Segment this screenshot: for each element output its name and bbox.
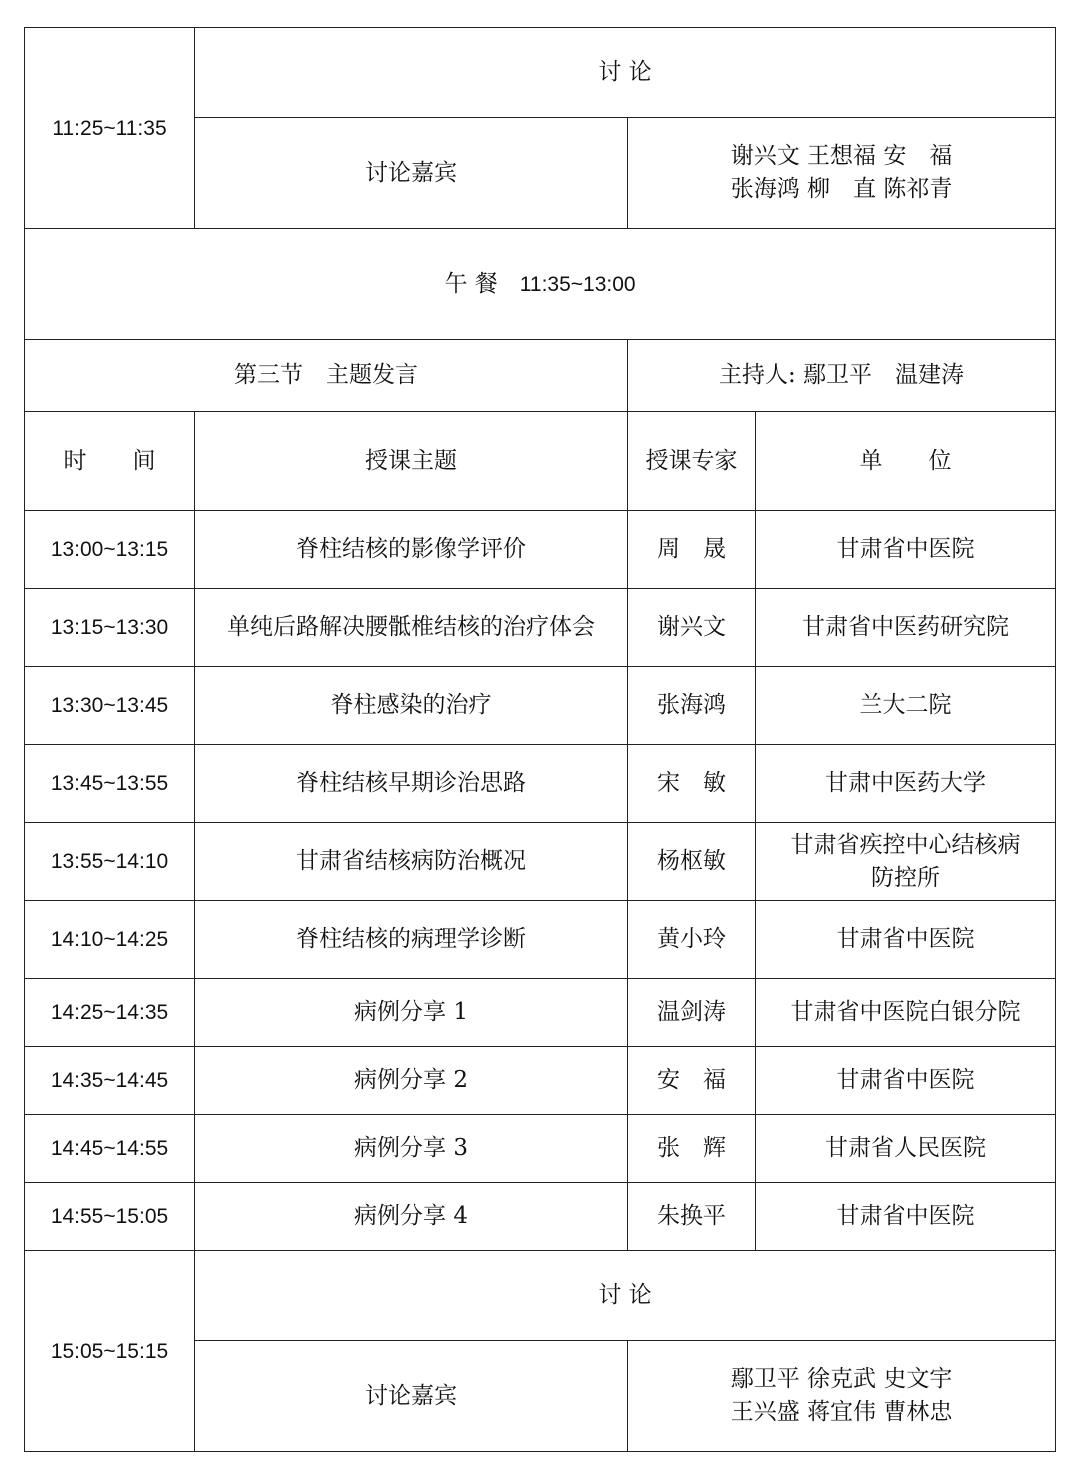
row-time: 13:15~13:30	[25, 589, 195, 667]
table-row	[25, 979, 1056, 1047]
row-topic: 甘肃省结核病防治概况	[195, 823, 628, 901]
lunch-cell	[25, 229, 1056, 340]
row-unit: 甘肃省中医院	[756, 511, 1056, 589]
row-unit-line2: 防控所	[871, 864, 941, 891]
row-topic: 病例分享 3	[195, 1115, 628, 1183]
row-expert: 张 辉	[628, 1115, 756, 1183]
row-expert: 安 福	[628, 1047, 756, 1115]
discussion-1-time: 11:25~11:35	[25, 28, 195, 229]
header-expert: 授课专家	[628, 412, 756, 511]
row-time: 14:55~15:05	[25, 1183, 195, 1251]
row-topic: 单纯后路解决腰骶椎结核的治疗体会	[195, 589, 628, 667]
table-row	[25, 823, 1056, 901]
header-topic: 授课主题	[195, 412, 628, 511]
row-unit	[756, 823, 1056, 901]
table-row	[25, 1115, 1056, 1183]
discussion-1-title-row	[25, 28, 1056, 118]
row-expert: 张海鸿	[628, 667, 756, 745]
discussion-1-title: 讨 论	[195, 28, 1056, 118]
table-row	[25, 1047, 1056, 1115]
table-row	[25, 667, 1056, 745]
header-unit: 单 位	[756, 412, 1056, 511]
row-expert: 黄小玲	[628, 901, 756, 979]
row-unit: 兰大二院	[756, 667, 1056, 745]
discussion-2-time: 15:05~15:15	[25, 1251, 195, 1452]
table-row	[25, 589, 1056, 667]
header-time: 时 间	[25, 412, 195, 511]
discussion-2-title: 讨 论	[195, 1251, 1056, 1341]
section-3-row	[25, 340, 1056, 412]
row-unit: 甘肃中医药大学	[756, 745, 1056, 823]
row-unit: 甘肃省中医院	[756, 901, 1056, 979]
discussion-1-guests-label: 讨论嘉宾	[195, 118, 628, 229]
row-expert: 谢兴文	[628, 589, 756, 667]
row-expert: 宋 敏	[628, 745, 756, 823]
row-time: 14:35~14:45	[25, 1047, 195, 1115]
discussion-1-guests-line2: 张海鸿 柳 直 陈祁青	[730, 176, 953, 202]
row-unit: 甘肃省中医院白银分院	[756, 979, 1056, 1047]
row-expert: 杨枢敏	[628, 823, 756, 901]
discussion-1-guests-line1: 谢兴文 王想福 安 福	[730, 143, 953, 169]
row-unit: 甘肃省人民医院	[756, 1115, 1056, 1183]
row-time: 14:10~14:25	[25, 901, 195, 979]
row-topic: 病例分享 1	[195, 979, 628, 1047]
row-unit: 甘肃省中医药研究院	[756, 589, 1056, 667]
discussion-2-guests-label: 讨论嘉宾	[195, 1341, 628, 1452]
row-time: 14:25~14:35	[25, 979, 195, 1047]
row-time: 13:45~13:55	[25, 745, 195, 823]
lunch-label: 午 餐	[444, 270, 498, 297]
row-topic: 脊柱结核的病理学诊断	[195, 901, 628, 979]
lunch-row	[25, 229, 1056, 340]
discussion-2-guests-line1: 鄢卫平 徐克武 史文宇	[730, 1366, 953, 1392]
row-unit: 甘肃省中医院	[756, 1047, 1056, 1115]
table-row	[25, 901, 1056, 979]
discussion-2-title-row	[25, 1251, 1056, 1341]
column-header-row	[25, 412, 1056, 511]
row-topic: 病例分享 4	[195, 1183, 628, 1251]
discussion-1-guests	[628, 118, 1056, 229]
row-time: 14:45~14:55	[25, 1115, 195, 1183]
row-unit-line1: 甘肃省疾控中心结核病	[790, 831, 1021, 858]
row-expert: 朱换平	[628, 1183, 756, 1251]
table-row	[25, 1183, 1056, 1251]
discussion-2-guests	[628, 1341, 1056, 1452]
row-time: 13:55~14:10	[25, 823, 195, 901]
row-time: 13:30~13:45	[25, 667, 195, 745]
table-row	[25, 511, 1056, 589]
discussion-2-guests-line2: 王兴盛 蒋宜伟 曹林忠	[730, 1399, 953, 1425]
section-3-host: 主持人: 鄢卫平 温建涛	[628, 340, 1056, 412]
row-expert: 温剑涛	[628, 979, 756, 1047]
row-topic: 病例分享 2	[195, 1047, 628, 1115]
row-expert: 周 晟	[628, 511, 756, 589]
schedule-table	[24, 27, 1056, 1452]
row-time: 13:00~13:15	[25, 511, 195, 589]
section-3-title: 第三节 主题发言	[25, 340, 628, 412]
row-topic: 脊柱感染的治疗	[195, 667, 628, 745]
lunch-time: 11:35~13:00	[519, 272, 636, 296]
row-unit: 甘肃省中医院	[756, 1183, 1056, 1251]
row-topic: 脊柱结核的影像学评价	[195, 511, 628, 589]
table-row	[25, 745, 1056, 823]
row-topic: 脊柱结核早期诊治思路	[195, 745, 628, 823]
